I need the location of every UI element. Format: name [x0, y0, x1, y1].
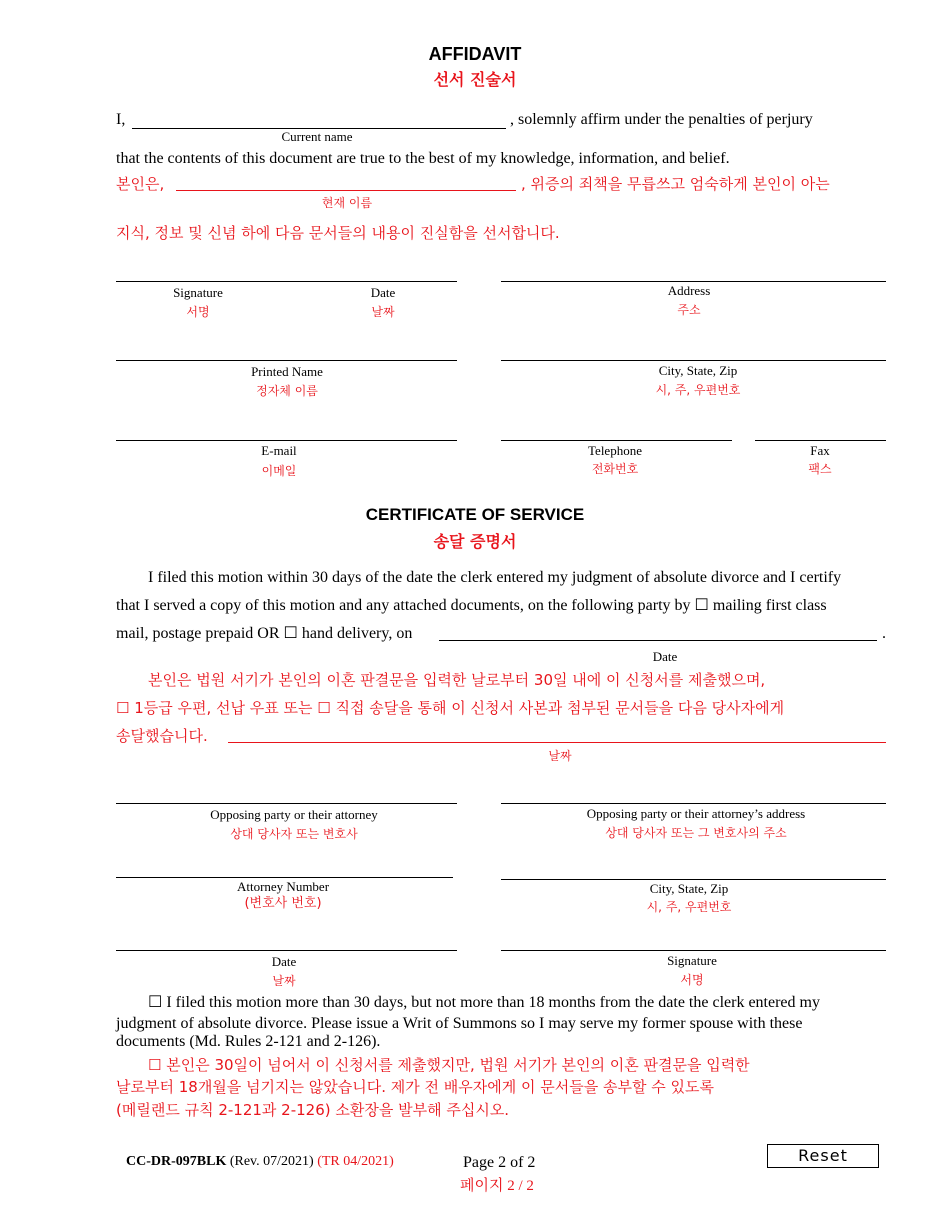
- form-tr: (TR 04/2021): [317, 1154, 394, 1169]
- email-label-ko: 이메일: [261, 464, 297, 478]
- address-label: Address: [667, 283, 711, 298]
- option2-line2: judgment of absolute divorce. Please issue a Writ of Summons so I may serve my former spouse with these: [116, 1015, 803, 1032]
- attorney-number-line[interactable]: [116, 877, 453, 878]
- option2-line3: documents (Md. Rules 2-121 and 2-126).: [116, 1033, 381, 1050]
- affidavit-title-ko: 선서 진술서: [433, 70, 517, 89]
- opposing-address-label: Opposing party or their attorney’s address: [586, 806, 806, 821]
- city-state-zip-label-ko-2: 시, 주, 우편번호: [646, 900, 732, 914]
- service-date-field-ko[interactable]: [228, 742, 886, 743]
- service-date-label: Date: [652, 649, 678, 664]
- certificate-p1-line3-prefix: mail, postage prepaid OR ☐ hand delivery, on: [116, 625, 413, 642]
- city-state-zip-label-ko: 시, 주, 우편번호: [655, 383, 741, 397]
- opposing-party-label: Opposing party or their attorney: [210, 807, 378, 822]
- signature-label: Signature: [173, 285, 223, 300]
- city-state-zip-line[interactable]: [501, 360, 886, 361]
- signature-label-ko-2: 서명: [680, 973, 704, 987]
- fax-line[interactable]: [755, 440, 886, 441]
- date-label: Date: [370, 285, 396, 300]
- opposing-party-line[interactable]: [116, 803, 457, 804]
- form-id: CC-DR-097BLK: [126, 1154, 227, 1169]
- printed-name-label: Printed Name: [251, 364, 323, 379]
- certificate-title-ko: 송달 증명서: [433, 532, 517, 551]
- certificate-ko-line2: ☐ 1등급 우편, 선납 우표 또는 ☐ 직접 송달을 통해 이 신청서 사본과 첨부된 문서들을 다음 당사자에게: [116, 699, 785, 717]
- certificate-p1-line2: that I served a copy of this motion and any attached documents, on the following party by ☐ mailing first class: [116, 597, 827, 614]
- affidavit-title: AFFIDAVIT: [428, 44, 522, 64]
- form-rev: (Rev. 07/2021): [229, 1154, 314, 1169]
- option2-ko-line2: 날로부터 18개월을 넘기지는 않았습니다. 제가 전 배우자에게 이 문서들을 송부할 수 있도록: [116, 1078, 714, 1096]
- signature-label-2: Signature: [667, 953, 717, 968]
- address-label-ko: 주소: [677, 303, 701, 317]
- option2-ko-line1: ☐ 본인은 30일이 넘어서 이 신청서를 제출했지만, 법원 서기가 본인의 이혼 판결문을 입력한: [148, 1056, 750, 1074]
- option2-ko-line3: (메릴랜드 규칙 2-121과 2-126) 소환장을 발부해 주십시오.: [116, 1101, 510, 1119]
- signature-label-ko: 서명: [186, 305, 210, 319]
- email-label: E-mail: [261, 443, 297, 458]
- opposing-address-label-ko: 상대 당사자 또는 그 변호사의 주소: [605, 826, 787, 840]
- reset-button[interactable]: Reset: [767, 1144, 879, 1168]
- city-state-zip-label-2: City, State, Zip: [649, 881, 729, 896]
- date-label-ko-2: 날짜: [272, 974, 296, 988]
- date-label-2: Date: [271, 954, 297, 969]
- city-state-zip-label: City, State, Zip: [658, 363, 738, 378]
- certificate-ko-line3-prefix: 송달했습니다.: [116, 727, 208, 745]
- signature-date-line[interactable]: [116, 281, 457, 282]
- page-number: Page 2 of 2: [463, 1154, 536, 1171]
- fax-label-ko: 팩스: [808, 462, 832, 476]
- current-name-label-ko: 현재 이름: [321, 196, 373, 210]
- attorney-number-label-ko: (변호사 번호): [244, 896, 322, 911]
- city-state-zip-line-2[interactable]: [501, 879, 886, 880]
- email-line[interactable]: [116, 440, 457, 441]
- attorney-number-label: Attorney Number: [236, 879, 330, 894]
- telephone-label-ko: 전화번호: [591, 462, 639, 476]
- option2-line1: ☐ I filed this motion more than 30 days, but not more than 18 months from the date the clerk entered my: [148, 994, 820, 1011]
- affidavit-ko-line1-prefix: 본인은,: [116, 175, 165, 193]
- signature-line-2[interactable]: [501, 950, 886, 951]
- form-footer: [126, 1154, 394, 1170]
- printed-name-line[interactable]: [116, 360, 457, 361]
- certificate-p1-line3-suffix: .: [882, 625, 886, 642]
- certificate-title: CERTIFICATE OF SERVICE: [365, 505, 585, 524]
- certificate-p1-line1: I filed this motion within 30 days of the date the clerk entered my judgment of absolute divorce and I certify: [148, 569, 842, 586]
- opposing-party-label-ko: 상대 당사자 또는 변호사: [230, 827, 358, 841]
- page-number-ko: 페이지 2 / 2: [460, 1178, 534, 1194]
- affidavit-line1-prefix: I,: [116, 111, 126, 128]
- date-label-ko: 날짜: [371, 305, 395, 319]
- affidavit-line1-suffix: , solemnly affirm under the penalties of perjury: [510, 111, 813, 128]
- opposing-address-line[interactable]: [501, 803, 886, 804]
- affidavit-ko-line2: 지식, 정보 및 신념 하에 다음 문서들의 내용이 진실함을 선서합니다.: [116, 224, 560, 242]
- current-name-field-ko[interactable]: [176, 190, 516, 191]
- current-name-label: Current name: [281, 129, 353, 144]
- service-date-label-ko: 날짜: [548, 749, 572, 763]
- service-date-field[interactable]: [439, 640, 877, 641]
- certificate-ko-line1: 본인은 법원 서기가 본인의 이혼 판결문을 입력한 날로부터 30일 내에 이 신청서를 제출했으며,: [148, 671, 766, 689]
- affidavit-ko-line1-suffix: , 위증의 죄책을 무릅쓰고 엄숙하게 본인이 아는: [521, 175, 830, 193]
- date-line-2[interactable]: [116, 950, 457, 951]
- fax-label: Fax: [810, 443, 830, 458]
- affidavit-line2: that the contents of this document are true to the best of my knowledge, information, and belief.: [116, 150, 730, 167]
- telephone-label: Telephone: [588, 443, 642, 458]
- address-line[interactable]: [501, 281, 886, 282]
- telephone-line[interactable]: [501, 440, 732, 441]
- printed-name-label-ko: 정자체 이름: [256, 384, 318, 398]
